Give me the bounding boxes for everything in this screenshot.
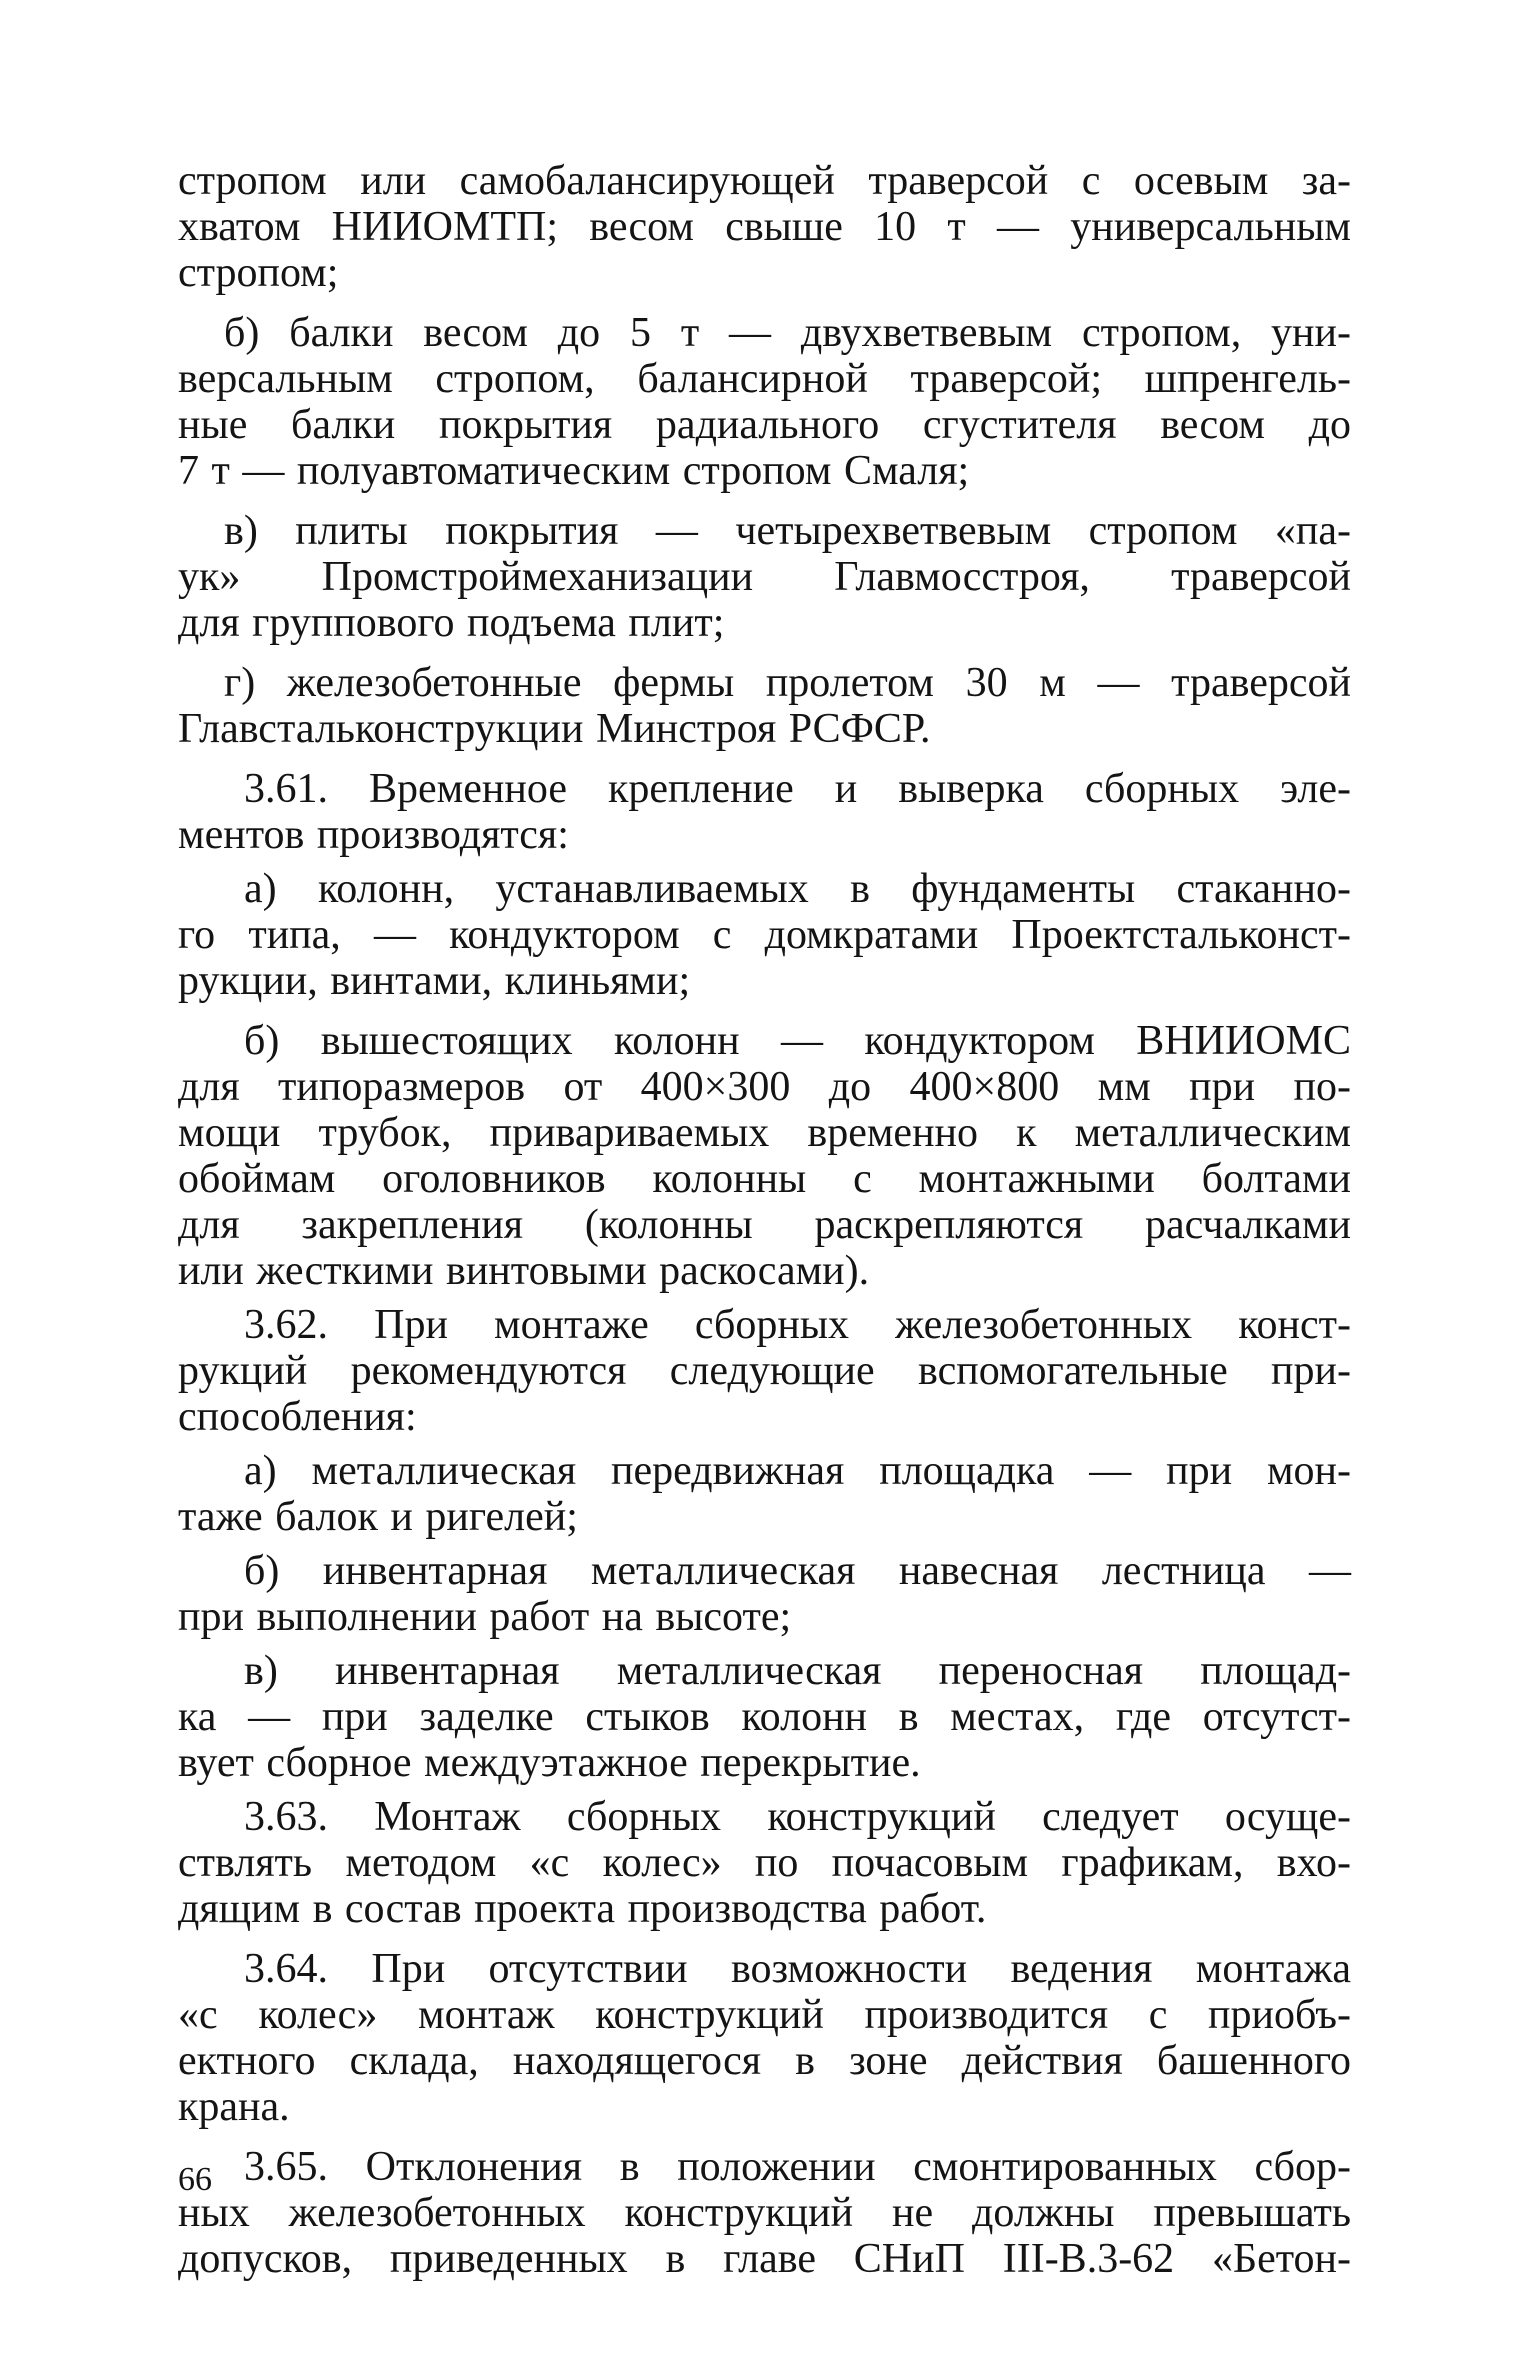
text-line: способления: — [178, 1394, 417, 1440]
paragraph-8 — [178, 1448, 1351, 1540]
paragraph-0 — [178, 158, 1351, 296]
text-line: обоймам оголовников колонны с монтажными болтами — [178, 1156, 1351, 1202]
text-line: б) вышестоящих колонн — кондуктором ВНИИОМС — [244, 1018, 1351, 1064]
text-line: в) плиты покрытия — четырехветвевым стропом «па- — [224, 508, 1351, 554]
text-line: крана. — [178, 2084, 290, 2130]
paragraph-3 — [178, 660, 1351, 752]
text-line: таже балок и ригелей; — [178, 1494, 578, 1540]
text-line: мощи трубок, привариваемых временно к металлическим — [178, 1110, 1351, 1156]
paragraph-1 — [178, 310, 1351, 494]
text-line: 3.65. Отклонения в положении смонтированных сбор- — [244, 2144, 1351, 2190]
text-line: ных железобетонных конструкций не должны превышать — [178, 2190, 1351, 2236]
text-line: для группового подъема плит; — [178, 600, 725, 646]
text-line: стропом; — [178, 250, 339, 296]
text-line: стропом или самобалансирующей траверсой с осевым за- — [178, 158, 1351, 204]
text-line: б) балки весом до 5 т — двухветвевым стропом, уни- — [224, 310, 1351, 356]
text-line: 3.64. При отсутствии возможности ведения монтажа — [244, 1946, 1351, 1992]
text-line: ектного склада, находящегося в зоне действия башенного — [178, 2038, 1351, 2084]
text-line: 3.63. Монтаж сборных конструкций следует осуще- — [244, 1794, 1351, 1840]
text-line: для закрепления (колонны раскрепляются расчалками — [178, 1202, 1351, 1248]
text-line: рукции, винтами, клиньями; — [178, 958, 691, 1004]
text-line: при выполнении работ на высоте; — [178, 1594, 792, 1640]
paragraph-2 — [178, 508, 1351, 646]
text-line: г) железобетонные фермы пролетом 30 м — траверсой — [224, 660, 1351, 706]
paragraph-9 — [178, 1548, 1351, 1640]
text-line: го типа, — кондуктором с домкратами Проектстальконст- — [178, 912, 1351, 958]
section-3-64 — [178, 1946, 1351, 2130]
text-line: ка — при заделке стыков колонн в местах, где отсутст- — [178, 1694, 1351, 1740]
text-line: вует сборное междуэтажное перекрытие. — [178, 1740, 921, 1786]
section-3-65 — [178, 2144, 1351, 2282]
text-line: ментов производятся: — [178, 812, 569, 858]
text-line: ствлять методом «с колес» по почасовым графикам, вхо- — [178, 1840, 1351, 1886]
text-line: ук» Промстроймеханизации Главмосстроя, траверсой — [178, 554, 1351, 600]
paragraph-10 — [178, 1648, 1351, 1786]
page-number: 66 — [178, 2161, 212, 2198]
section-3-63 — [178, 1794, 1351, 1932]
text-line: 3.61. Временное крепление и выверка сборных эле- — [244, 766, 1351, 812]
text-line: хватом НИИОМТП; весом свыше 10 т — универсальным — [178, 204, 1351, 250]
text-line: в) инвентарная металлическая переносная площад- — [244, 1648, 1351, 1694]
text-line: б) инвентарная металлическая навесная лестница — — [244, 1548, 1351, 1594]
text-line: Главстальконструкции Минстроя РСФСР. — [178, 706, 931, 752]
page-text — [178, 158, 1351, 2296]
text-line: допусков, приведенных в главе СНиП III-В.3-62 «Бетон- — [178, 2236, 1351, 2282]
text-line: для типоразмеров от 400×300 до 400×800 мм при по- — [178, 1064, 1351, 1110]
text-line: 7 т — полуавтоматическим стропом Смаля; — [178, 448, 970, 494]
text-line: версальным стропом, балансирной траверсой; шпренгель- — [178, 356, 1351, 402]
text-line: ные балки покрытия радиального сгустителя весом до — [178, 402, 1351, 448]
text-line: а) колонн, устанавливаемых в фундаменты стаканно- — [244, 866, 1351, 912]
text-line: дящим в состав проекта производства работ. — [178, 1886, 987, 1932]
text-line: а) металлическая передвижная площадка — при мон- — [244, 1448, 1351, 1494]
section-3-62 — [178, 1302, 1351, 1440]
paragraph-6 — [178, 1018, 1351, 1294]
text-line: или жесткими винтовыми раскосами). — [178, 1248, 870, 1294]
text-line: рукций рекомендуются следующие вспомогательные при- — [178, 1348, 1351, 1394]
paragraph-5 — [178, 866, 1351, 1004]
text-line: «с колес» монтаж конструкций производится с приобъ- — [178, 1992, 1351, 2038]
section-3-61 — [178, 766, 1351, 858]
text-line: 3.62. При монтаже сборных железобетонных конст- — [244, 1302, 1351, 1348]
